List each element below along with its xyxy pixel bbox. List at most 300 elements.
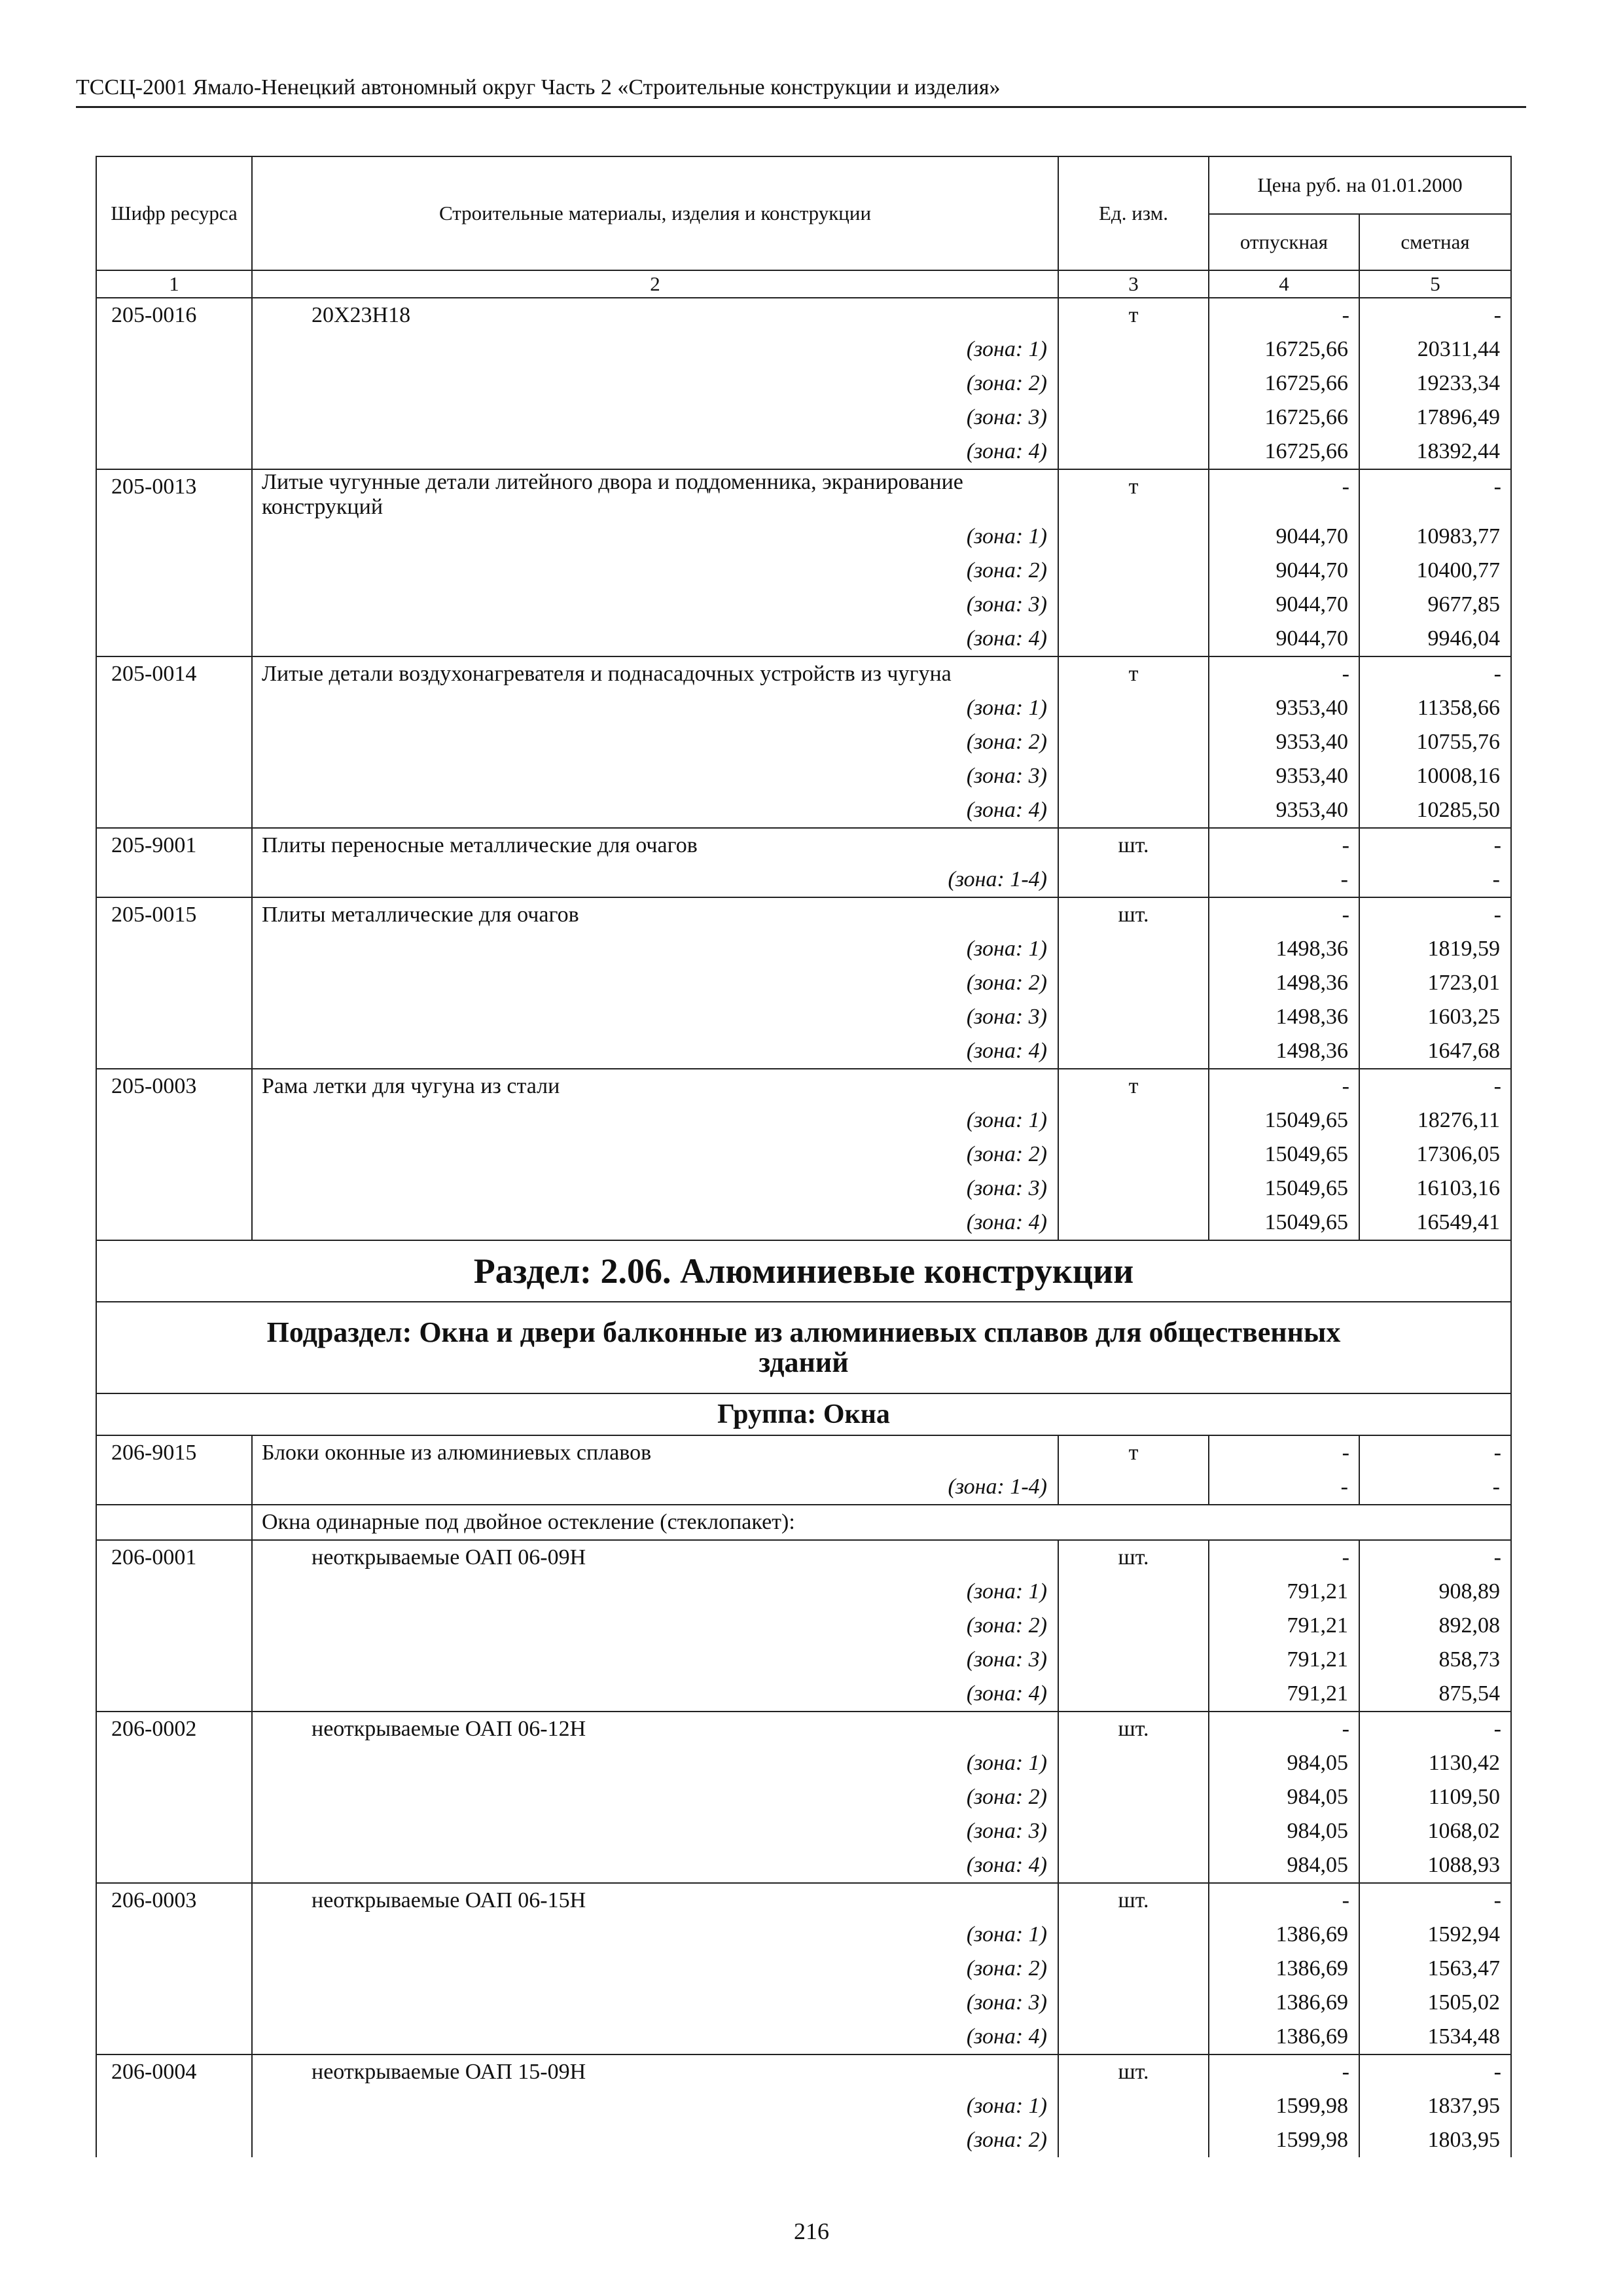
resource-name: Литые детали воздухонагревателя и поднасадочных устройств из чугуна [252, 656, 1058, 691]
zone-row [96, 1103, 1511, 1138]
unit-cell: шт. [1058, 2054, 1209, 2089]
unit-cell: т [1058, 1435, 1209, 1470]
zone-label: (зона: 3) [252, 1643, 1058, 1677]
cell-empty [1058, 1000, 1209, 1034]
unit-cell: шт. [1058, 897, 1209, 932]
release-price: - [1209, 469, 1359, 520]
release-price: 984,05 [1209, 1780, 1359, 1814]
zone-label: (зона: 2) [252, 367, 1058, 401]
table-row [96, 656, 1511, 691]
zone-row [96, 622, 1511, 656]
cell-empty [1058, 725, 1209, 759]
cell-empty [1058, 1034, 1209, 1069]
estimate-price: - [1359, 1883, 1511, 1918]
cell-empty [1058, 1103, 1209, 1138]
release-price: 9044,70 [1209, 622, 1359, 656]
release-price: 1386,69 [1209, 1918, 1359, 1952]
page-header: ТССЦ-2001 Ямало-Ненецкий автономный округ Часть 2 «Строительные конструкции и изделия» [76, 73, 1526, 108]
table-row [96, 897, 1511, 932]
estimate-price: 19233,34 [1359, 367, 1511, 401]
release-price: - [1209, 1540, 1359, 1575]
entries-block [96, 1435, 1511, 1505]
zone-row [96, 1780, 1511, 1814]
resource-code: 205-0014 [96, 656, 252, 691]
header-price-group: Цена руб. на 01.01.2000 [1209, 156, 1511, 214]
cell-empty [1058, 932, 1209, 966]
subsection-row [96, 1302, 1511, 1393]
zone-row [96, 332, 1511, 367]
header-name: Строительные материалы, изделия и конструкции [252, 156, 1058, 270]
table-row [96, 1712, 1511, 1746]
cell-empty [96, 759, 252, 793]
zone-row [96, 1470, 1511, 1505]
release-price: 791,21 [1209, 1643, 1359, 1677]
zone-label: (зона: 4) [252, 1034, 1058, 1069]
estimate-price: - [1359, 1712, 1511, 1746]
estimate-price: 1130,42 [1359, 1746, 1511, 1780]
zone-label: (зона: 3) [252, 588, 1058, 622]
estimate-price: 1563,47 [1359, 1952, 1511, 1986]
zone-row [96, 863, 1511, 897]
zone-row [96, 966, 1511, 1000]
section-title: Раздел: 2.06. Алюминиевые конструкции [96, 1240, 1511, 1302]
zone-row [96, 435, 1511, 469]
header-code: Шифр ресурса [96, 156, 252, 270]
zone-row [96, 691, 1511, 725]
zone-row [96, 1643, 1511, 1677]
cell-empty [1058, 1848, 1209, 1883]
release-price: 984,05 [1209, 1746, 1359, 1780]
table-row [96, 828, 1511, 863]
cell-empty [1058, 1986, 1209, 2020]
cell-empty [1058, 2089, 1209, 2123]
resource-code: 205-0013 [96, 469, 252, 520]
zone-label: (зона: 2) [252, 1780, 1058, 1814]
release-price: 16725,66 [1209, 332, 1359, 367]
cell-empty [1058, 691, 1209, 725]
column-number: 5 [1359, 270, 1511, 298]
resource-name: неоткрываемые ОАП 06-09Н [252, 1540, 1058, 1575]
resource-code: 206-0003 [96, 1883, 252, 1918]
cell-empty [1058, 966, 1209, 1000]
resource-code: 205-9001 [96, 828, 252, 863]
release-price: 15049,65 [1209, 1138, 1359, 1172]
resource-name: 20Х23Н18 [252, 298, 1058, 332]
release-price: - [1209, 656, 1359, 691]
release-price: 9353,40 [1209, 691, 1359, 725]
zone-label: (зона: 2) [252, 1609, 1058, 1643]
cell-empty [96, 966, 252, 1000]
release-price: 1498,36 [1209, 932, 1359, 966]
release-price: 9044,70 [1209, 588, 1359, 622]
cell-empty [96, 1000, 252, 1034]
zone-label: (зона: 4) [252, 1206, 1058, 1240]
zone-label: (зона: 3) [252, 401, 1058, 435]
zone-label: (зона: 4) [252, 1677, 1058, 1712]
cell-empty [96, 1918, 252, 1952]
cell-empty [96, 622, 252, 656]
unit-cell: шт. [1058, 828, 1209, 863]
unit-cell: т [1058, 469, 1209, 520]
zone-row [96, 2123, 1511, 2157]
table-row [96, 298, 1511, 332]
zone-row [96, 1034, 1511, 1069]
release-price: 1386,69 [1209, 2020, 1359, 2054]
cell-empty [96, 520, 252, 554]
zone-label: (зона: 2) [252, 1138, 1058, 1172]
cell-empty [1058, 1677, 1209, 1712]
resource-code: 206-0002 [96, 1712, 252, 1746]
release-price: - [1209, 1712, 1359, 1746]
estimate-price: 9946,04 [1359, 622, 1511, 656]
zone-label: (зона: 1) [252, 332, 1058, 367]
table-row [96, 1069, 1511, 1103]
zone-label: (зона: 2) [252, 554, 1058, 588]
cell-empty [96, 1172, 252, 1206]
cell-empty [1058, 401, 1209, 435]
release-price: - [1209, 2054, 1359, 2089]
release-price: - [1209, 863, 1359, 897]
release-price: 9353,40 [1209, 793, 1359, 828]
estimate-price: 9677,85 [1359, 588, 1511, 622]
cell-empty [1058, 1575, 1209, 1609]
resource-name: неоткрываемые ОАП 15-09Н [252, 2054, 1058, 2089]
resource-code: 205-0015 [96, 897, 252, 932]
zone-row [96, 1138, 1511, 1172]
cell-empty [96, 932, 252, 966]
release-price: 1498,36 [1209, 1000, 1359, 1034]
entries-block [96, 1540, 1511, 2157]
estimate-price: 1592,94 [1359, 1918, 1511, 1952]
estimate-price: 1723,01 [1359, 966, 1511, 1000]
zone-row [96, 588, 1511, 622]
cell-empty [96, 863, 252, 897]
zone-label: (зона: 3) [252, 759, 1058, 793]
price-table [96, 156, 1512, 2157]
zone-label: (зона: 1) [252, 1746, 1058, 1780]
release-price: 791,21 [1209, 1575, 1359, 1609]
release-price: - [1209, 1470, 1359, 1505]
release-price: 1498,36 [1209, 1034, 1359, 1069]
estimate-price: 875,54 [1359, 1677, 1511, 1712]
zone-label: (зона: 2) [252, 966, 1058, 1000]
estimate-price: 1109,50 [1359, 1780, 1511, 1814]
zone-row [96, 793, 1511, 828]
zone-label: (зона: 3) [252, 1172, 1058, 1206]
estimate-price: - [1359, 1540, 1511, 1575]
unit-cell: шт. [1058, 1712, 1209, 1746]
column-numbers-row [96, 270, 1511, 298]
estimate-price: - [1359, 298, 1511, 332]
resource-code: 206-9015 [96, 1435, 252, 1470]
cell-empty [96, 401, 252, 435]
cell-empty [1058, 2123, 1209, 2157]
release-price: 9353,40 [1209, 759, 1359, 793]
release-price: 984,05 [1209, 1814, 1359, 1848]
cell-empty [96, 1138, 252, 1172]
cell-empty [96, 332, 252, 367]
unit-cell: т [1058, 656, 1209, 691]
cell-empty [1058, 1206, 1209, 1240]
cell-empty [96, 1677, 252, 1712]
zone-row [96, 932, 1511, 966]
zone-label: (зона: 1) [252, 520, 1058, 554]
zone-label: (зона: 1-4) [252, 863, 1058, 897]
estimate-price: - [1359, 1435, 1511, 1470]
estimate-price: 20311,44 [1359, 332, 1511, 367]
estimate-price: 10983,77 [1359, 520, 1511, 554]
estimate-price: - [1359, 863, 1511, 897]
estimate-price: - [1359, 897, 1511, 932]
cell-empty [1058, 588, 1209, 622]
resource-name: неоткрываемые ОАП 06-12Н [252, 1712, 1058, 1746]
cell-empty [1058, 1172, 1209, 1206]
zone-label: (зона: 4) [252, 622, 1058, 656]
resource-name: Плиты переносные металлические для очагов [252, 828, 1058, 863]
cell-empty [96, 1814, 252, 1848]
zone-row [96, 1986, 1511, 2020]
cell-empty [1058, 2020, 1209, 2054]
zone-row [96, 367, 1511, 401]
zone-row [96, 401, 1511, 435]
release-price: - [1209, 1435, 1359, 1470]
cell-empty [1058, 520, 1209, 554]
cell-empty [96, 2123, 252, 2157]
release-price: 9353,40 [1209, 725, 1359, 759]
zone-label: (зона: 3) [252, 1000, 1058, 1034]
resource-name: Литые чугунные детали литейного двора и поддоменника, экранирование конструкций [252, 469, 1058, 520]
resource-name: Рама летки для чугуна из стали [252, 1069, 1058, 1103]
zone-label: (зона: 1-4) [252, 1470, 1058, 1505]
unit-cell: т [1058, 1069, 1209, 1103]
cell-empty [1058, 1609, 1209, 1643]
cell-empty [96, 725, 252, 759]
cell-empty [1058, 1780, 1209, 1814]
table-header-row [96, 156, 1511, 214]
estimate-price: - [1359, 1470, 1511, 1505]
zone-label: (зона: 4) [252, 793, 1058, 828]
cell-empty [96, 1746, 252, 1780]
zone-row [96, 1952, 1511, 1986]
release-price: - [1209, 897, 1359, 932]
zone-label: (зона: 2) [252, 1952, 1058, 1986]
estimate-price: 18392,44 [1359, 435, 1511, 469]
zone-label: (зона: 2) [252, 2123, 1058, 2157]
zone-label: (зона: 2) [252, 725, 1058, 759]
cell-empty [1058, 435, 1209, 469]
release-price: 984,05 [1209, 1848, 1359, 1883]
cell-empty [96, 1780, 252, 1814]
cell-empty [1058, 1746, 1209, 1780]
estimate-price: 1603,25 [1359, 1000, 1511, 1034]
estimate-price: - [1359, 656, 1511, 691]
cell-empty [96, 1505, 252, 1540]
release-price: 9044,70 [1209, 554, 1359, 588]
cell-empty [96, 435, 252, 469]
zone-label: (зона: 1) [252, 691, 1058, 725]
release-price: - [1209, 298, 1359, 332]
release-price: 1386,69 [1209, 1952, 1359, 1986]
release-price: 1599,98 [1209, 2123, 1359, 2157]
zone-label: (зона: 4) [252, 435, 1058, 469]
zone-row [96, 1609, 1511, 1643]
zone-row [96, 725, 1511, 759]
group-title: Группа: Окна [96, 1393, 1511, 1435]
estimate-price: 16549,41 [1359, 1206, 1511, 1240]
cell-empty [1058, 367, 1209, 401]
subsection-title: Подраздел: Окна и двери балконные из алюминиевых сплавов для общественных зданий [96, 1302, 1511, 1393]
estimate-price: - [1359, 2054, 1511, 2089]
zone-label: (зона: 1) [252, 1575, 1058, 1609]
cell-empty [96, 1986, 252, 2020]
cell-empty [96, 1848, 252, 1883]
cell-empty [96, 554, 252, 588]
zone-row [96, 1677, 1511, 1712]
cell-empty [1058, 622, 1209, 656]
cell-empty [96, 1575, 252, 1609]
zone-label: (зона: 4) [252, 2020, 1058, 2054]
entries-block [96, 298, 1511, 1240]
unit-cell: шт. [1058, 1883, 1209, 1918]
release-price: 1498,36 [1209, 966, 1359, 1000]
zone-row [96, 1746, 1511, 1780]
cell-empty [96, 1609, 252, 1643]
cell-empty [1058, 1918, 1209, 1952]
cell-empty [96, 793, 252, 828]
resource-name: Блоки оконные из алюминиевых сплавов [252, 1435, 1058, 1470]
column-number: 3 [1058, 270, 1209, 298]
release-price: - [1209, 1069, 1359, 1103]
release-price: 15049,65 [1209, 1103, 1359, 1138]
cell-empty [96, 2020, 252, 2054]
zone-row [96, 2089, 1511, 2123]
estimate-price: - [1359, 1069, 1511, 1103]
release-price: 791,21 [1209, 1609, 1359, 1643]
resource-name: Плиты металлические для очагов [252, 897, 1058, 932]
cell-empty [1058, 759, 1209, 793]
cell-empty [1058, 863, 1209, 897]
cell-empty [96, 1206, 252, 1240]
zone-row [96, 759, 1511, 793]
unit-cell: т [1058, 298, 1209, 332]
note-row [96, 1505, 1511, 1540]
estimate-price: 18276,11 [1359, 1103, 1511, 1138]
release-price: 15049,65 [1209, 1206, 1359, 1240]
cell-empty [96, 691, 252, 725]
cell-empty [96, 1643, 252, 1677]
cell-empty [96, 1034, 252, 1069]
note-block [96, 1505, 1511, 1540]
cell-empty [1058, 1643, 1209, 1677]
header-unit: Ед. изм. [1058, 156, 1209, 270]
estimate-price: - [1359, 828, 1511, 863]
release-price: 9044,70 [1209, 520, 1359, 554]
estimate-price: 908,89 [1359, 1575, 1511, 1609]
zone-label: (зона: 1) [252, 1103, 1058, 1138]
estimate-price: 892,08 [1359, 1609, 1511, 1643]
section-row [96, 1240, 1511, 1302]
cell-empty [1058, 1470, 1209, 1505]
estimate-price: 11358,66 [1359, 691, 1511, 725]
zone-label: (зона: 3) [252, 1986, 1058, 2020]
zone-label: (зона: 3) [252, 1814, 1058, 1848]
header-release-price: отпускная [1209, 214, 1359, 270]
release-price: - [1209, 828, 1359, 863]
group-row [96, 1393, 1511, 1435]
estimate-price: 1837,95 [1359, 2089, 1511, 2123]
table-row [96, 1540, 1511, 1575]
column-number: 1 [96, 270, 252, 298]
cell-empty [1058, 1814, 1209, 1848]
zone-row [96, 554, 1511, 588]
zone-row [96, 2020, 1511, 2054]
zone-label: (зона: 1) [252, 2089, 1058, 2123]
release-price: 15049,65 [1209, 1172, 1359, 1206]
zone-label: (зона: 1) [252, 1918, 1058, 1952]
estimate-price: 858,73 [1359, 1643, 1511, 1677]
zone-row [96, 1575, 1511, 1609]
resource-code: 206-0001 [96, 1540, 252, 1575]
estimate-price: 10008,16 [1359, 759, 1511, 793]
resource-code: 205-0016 [96, 298, 252, 332]
cell-empty [96, 1103, 252, 1138]
estimate-price: 1647,68 [1359, 1034, 1511, 1069]
estimate-price: 1803,95 [1359, 2123, 1511, 2157]
zone-row [96, 1848, 1511, 1883]
resource-code: 206-0004 [96, 2054, 252, 2089]
page-number: 216 [794, 2218, 829, 2244]
estimate-price: 1534,48 [1359, 2020, 1511, 2054]
release-price: 791,21 [1209, 1677, 1359, 1712]
cell-empty [96, 367, 252, 401]
cell-empty [1058, 793, 1209, 828]
cell-empty [1058, 554, 1209, 588]
estimate-price: 1505,02 [1359, 1986, 1511, 2020]
estimate-price: 1068,02 [1359, 1814, 1511, 1848]
zone-row [96, 1172, 1511, 1206]
zone-row [96, 1206, 1511, 1240]
estimate-price: 1088,93 [1359, 1848, 1511, 1883]
release-price: - [1209, 1883, 1359, 1918]
column-number: 2 [252, 270, 1058, 298]
cell-empty [1058, 332, 1209, 367]
zone-label: (зона: 4) [252, 1848, 1058, 1883]
unit-cell: шт. [1058, 1540, 1209, 1575]
zone-row [96, 1918, 1511, 1952]
cell-empty [1058, 1138, 1209, 1172]
cell-empty [96, 2089, 252, 2123]
estimate-price: 17306,05 [1359, 1138, 1511, 1172]
resource-name: неоткрываемые ОАП 06-15Н [252, 1883, 1058, 1918]
estimate-price: 10755,76 [1359, 725, 1511, 759]
cell-empty [1058, 1952, 1209, 1986]
release-price: 1386,69 [1209, 1986, 1359, 2020]
release-price: 1599,98 [1209, 2089, 1359, 2123]
table-row [96, 2054, 1511, 2089]
table-row [96, 1883, 1511, 1918]
estimate-price: 17896,49 [1359, 401, 1511, 435]
release-price: 16725,66 [1209, 435, 1359, 469]
table-row [96, 469, 1511, 520]
column-number: 4 [1209, 270, 1359, 298]
zone-row [96, 520, 1511, 554]
release-price: 16725,66 [1209, 401, 1359, 435]
windows-note: Окна одинарные под двойное остекление (стеклопакет): [252, 1505, 1511, 1540]
zone-row [96, 1814, 1511, 1848]
estimate-price: - [1359, 469, 1511, 520]
cell-empty [96, 588, 252, 622]
estimate-price: 10285,50 [1359, 793, 1511, 828]
